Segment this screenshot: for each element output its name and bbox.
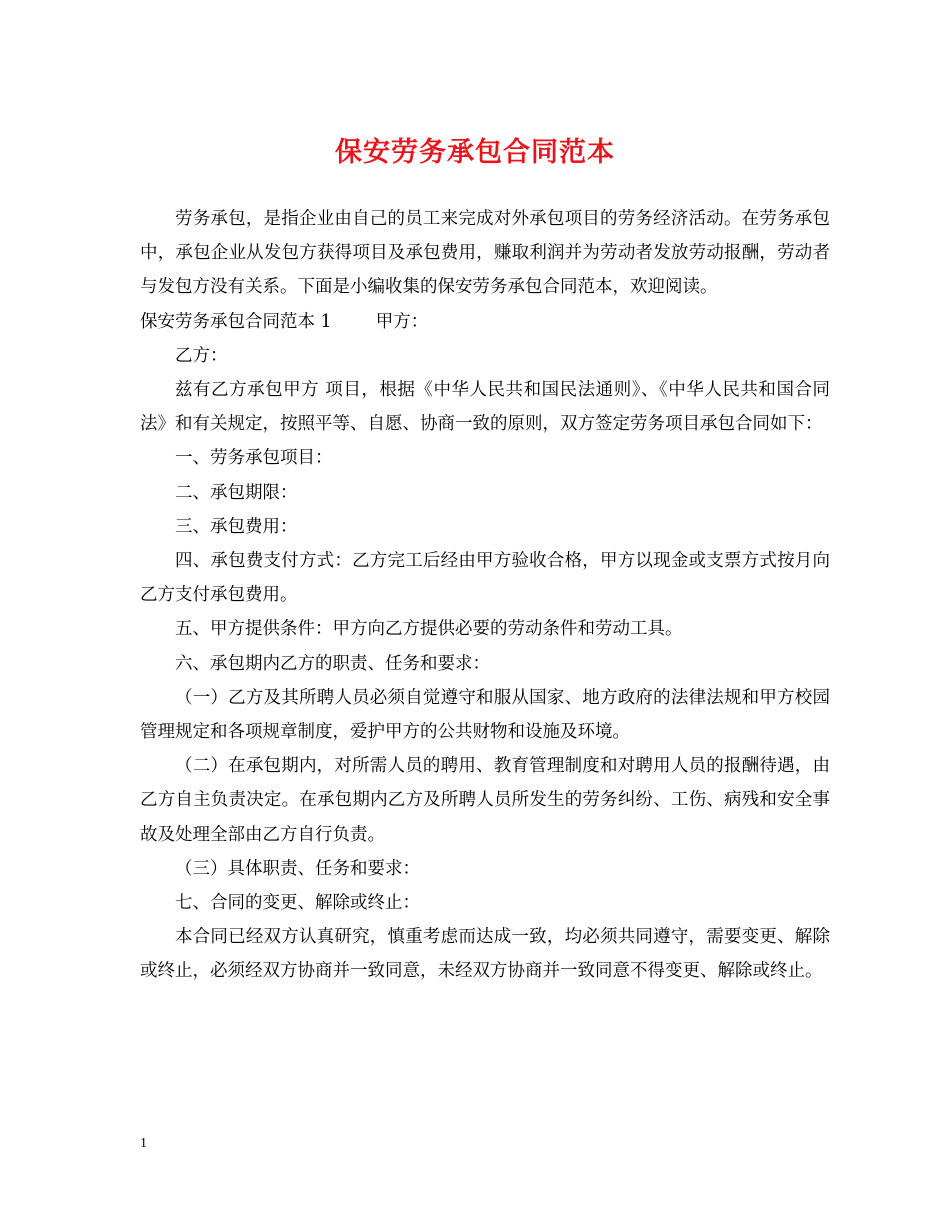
clause-2: 二、承包期限： — [175, 482, 298, 503]
clause-1: 一、劳务承包项目： — [175, 448, 333, 469]
clause-7: 七、合同的变更、解除或终止： — [175, 893, 420, 914]
clause-7-text: 本合同已经双方认真研究，慎重考虑而达成一致，均必须共同遵守，需要变更、解除或终止，必须经双方协商并一致同意，未经双方协商并一致同意不得变更、解除或终止。 — [140, 927, 830, 982]
party-a-label: 甲方： — [375, 311, 429, 332]
preamble-paragraph: 兹有乙方承包甲方 项目，根据《中华人民共和国民法通则》、《中华人民共和国合同法》和有关规定，按照平等、自愿、协商一致的原则，双方签定劳务项目承包合同如下： — [140, 380, 830, 435]
clause-6-1: （一）乙方及其所聘人员必须自觉遵守和服从国家、地方政府的法律法规和甲方校园管理规定和各项规章制度，爱护甲方的公共财物和设施及环境。 — [140, 687, 830, 743]
clause-6: 六、承包期内乙方的职责、任务和要求： — [175, 653, 490, 674]
clause-6-2: （二）在承包期内，对所需人员的聘用、教育管理制度和对聘用人员的报酬待遇，由乙方自主负责决定。在承包期内乙方及所聘人员所发生的劳务纠纷、工伤、病残和安全事故及处理全部由乙方自行负责。 — [140, 756, 830, 845]
section-heading-line — [140, 305, 830, 339]
section-heading: 保安劳务承包合同范本 1 — [140, 311, 332, 332]
clause-4: 四、承包费支付方式：乙方完工后经由甲方验收合格，甲方以现金或支票方式按月向乙方支付承包费用。 — [140, 551, 830, 606]
intro-paragraph: 劳务承包，是指企业由自己的员工来完成对外承包项目的劳务经济活动。在劳务承包中，承包企业从发包方获得项目及承包费用，赚取利润并为劳动者发放劳动报酬，劳动者与发包方没有关系。下面是小编收集的保安劳务承包合同范本，欢迎阅读。 — [140, 209, 830, 298]
page-number: 1 — [140, 1136, 147, 1151]
party-b-label: 乙方： — [175, 345, 228, 366]
document-body — [140, 202, 830, 989]
clause-3: 三、承包费用： — [175, 516, 298, 537]
clause-5: 五、甲方提供条件：甲方向乙方提供必要的劳动条件和劳动工具。 — [175, 619, 683, 640]
clause-6-3: （三）具体职责、任务和要求： — [175, 858, 420, 879]
document-title: 保安劳务承包合同范本 — [335, 137, 615, 168]
